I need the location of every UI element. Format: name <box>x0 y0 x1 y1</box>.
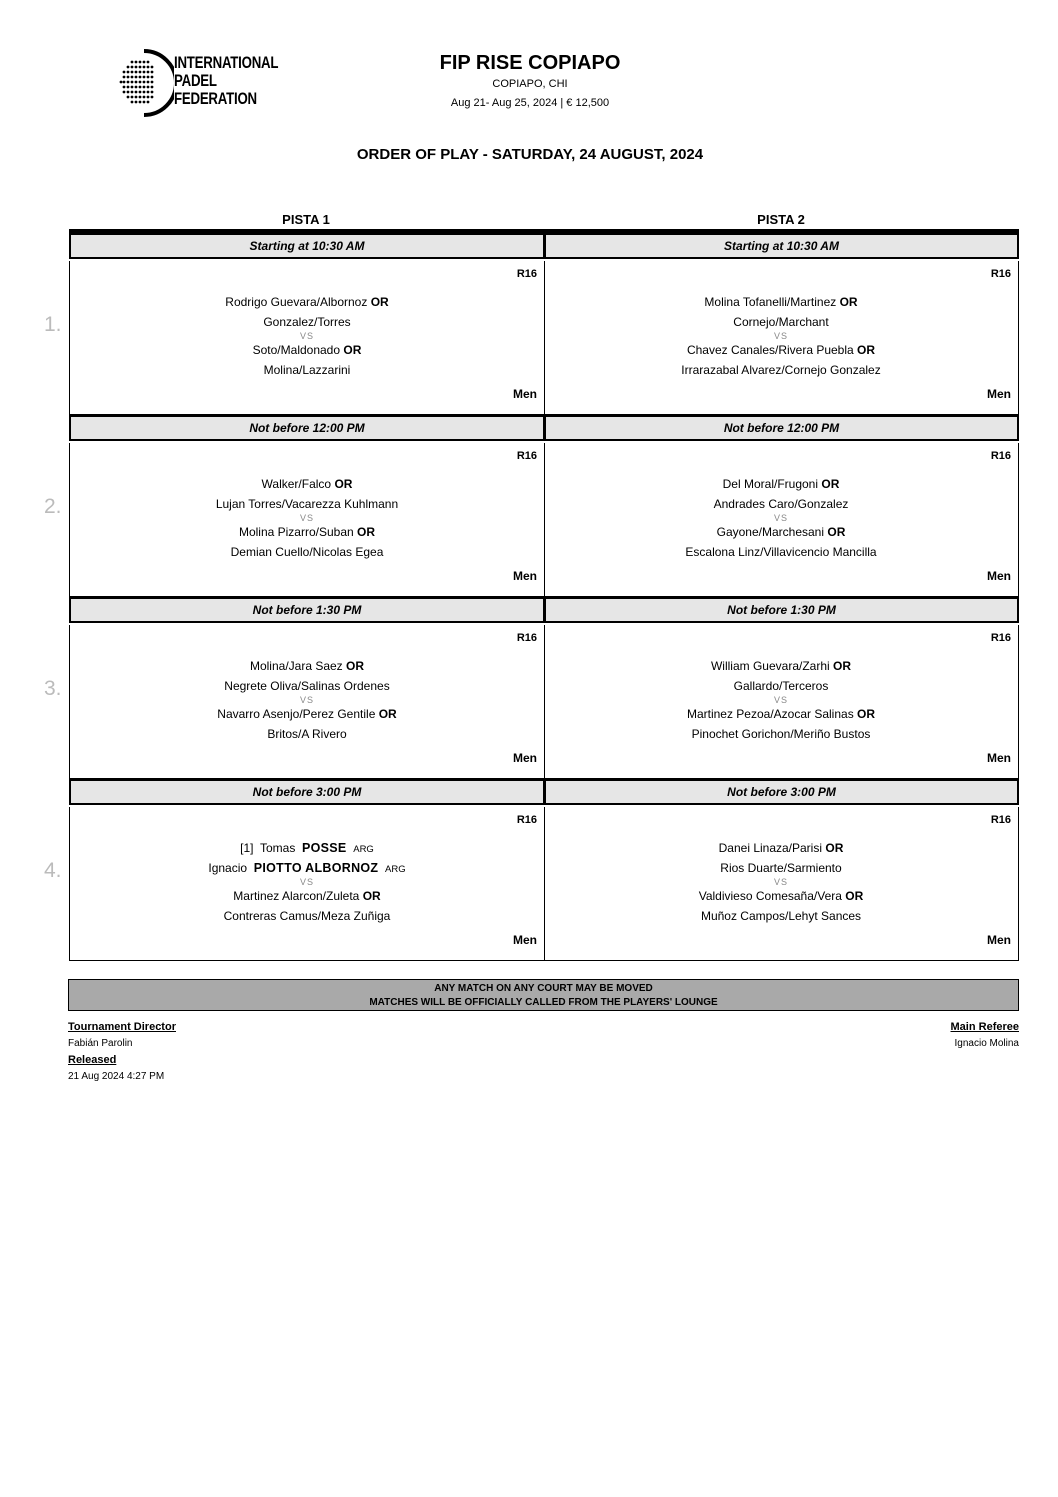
team-line <box>544 312 1018 332</box>
match-round: R16 <box>990 814 1011 826</box>
team-line <box>544 522 1018 542</box>
or-label: OR <box>833 659 852 673</box>
time-slot-band: Starting at 10:30 AM <box>544 233 1019 259</box>
team-line <box>544 474 1018 494</box>
team-line <box>70 906 544 926</box>
tournament-location: COPIAPO, CHI <box>492 78 568 90</box>
or-label: OR <box>827 525 846 539</box>
logo-line-1: INTERNATIONAL <box>174 53 279 72</box>
match-category: Men <box>987 933 1011 947</box>
vs-label: VS <box>773 695 788 705</box>
match-round: R16 <box>516 814 537 826</box>
tournament-dates-prize: Aug 21- Aug 25, 2024 | € 12,500 <box>450 97 610 109</box>
logo-line-2: PADEL <box>174 71 217 90</box>
order-of-play-title: ORDER OF PLAY - SATURDAY, 24 AUGUST, 2024 <box>356 146 704 163</box>
team-line <box>544 704 1018 724</box>
match-card <box>69 443 545 597</box>
player-first-name: Tomas <box>259 841 296 855</box>
team-name: Rios Duarte/Sarmiento <box>720 861 842 875</box>
team-line <box>70 704 544 724</box>
match-card <box>544 807 1019 961</box>
referee-name: Ignacio Molina <box>954 1038 1019 1049</box>
or-label: OR <box>857 343 876 357</box>
team-line <box>544 858 1018 878</box>
team-name: Pinochet Gorichon/Meriño Bustos <box>691 727 871 741</box>
match-category: Men <box>513 751 537 765</box>
slot-number: 3. <box>44 677 62 700</box>
time-slot-band: Starting at 10:30 AM <box>69 233 545 259</box>
match-round: R16 <box>516 268 537 280</box>
team-name: Martinez Pezoa/Azocar Salinas <box>686 707 854 721</box>
or-label: OR <box>334 477 353 491</box>
team-name: Soto/Maldonado <box>252 343 341 357</box>
match-card <box>544 443 1019 597</box>
match-card <box>544 261 1019 415</box>
team-name: Valdivieso Comesaña/Vera <box>698 889 842 903</box>
match-card <box>69 625 545 779</box>
player-line <box>70 838 544 858</box>
match-round: R16 <box>516 632 537 644</box>
team-line <box>70 676 544 696</box>
team-line <box>70 494 544 514</box>
match-category: Men <box>513 569 537 583</box>
logo-line-3: FEDERATION <box>174 89 257 108</box>
team-name: Molina/Jara Saez <box>249 659 343 673</box>
team-line <box>544 360 1018 380</box>
or-label: OR <box>821 477 840 491</box>
team-line <box>544 340 1018 360</box>
team-line <box>70 340 544 360</box>
or-label: OR <box>825 841 844 855</box>
team-name: Gonzalez/Torres <box>263 315 351 329</box>
vs-label: VS <box>299 513 314 523</box>
match-category: Men <box>513 387 537 401</box>
match-category: Men <box>987 751 1011 765</box>
slot-number: 4. <box>44 859 62 882</box>
or-label: OR <box>857 707 876 721</box>
team-name: Del Moral/Frugoni <box>722 477 819 491</box>
vs-label: VS <box>773 877 788 887</box>
or-label: OR <box>845 889 864 903</box>
team-name: Walker/Falco <box>261 477 332 491</box>
team-line <box>544 494 1018 514</box>
team-name: Cornejo/Marchant <box>733 315 829 329</box>
team-line <box>544 886 1018 906</box>
team-name: Martinez Alarcon/Zuleta <box>233 889 360 903</box>
notice-line-2: MATCHES WILL BE OFFICIALLY CALLED FROM THE PLAYERS' LOUNGE <box>369 997 718 1008</box>
vs-label: VS <box>299 877 314 887</box>
team-name: Navarro Asenjo/Perez Gentile <box>217 707 376 721</box>
fip-logo <box>118 48 288 118</box>
team-name: Muñoz Campos/Lehyt Sances <box>700 909 862 923</box>
team-name: Lujan Torres/Vacarezza Kuhlmann <box>215 497 399 511</box>
team-name: Negrete Oliva/Salinas Ordenes <box>224 679 390 693</box>
seed: [1] <box>240 841 254 855</box>
team-name: Gayone/Marchesani <box>716 525 825 539</box>
team-line <box>544 292 1018 312</box>
team-name: Molina Pizarro/Suban <box>238 525 354 539</box>
vs-label: VS <box>773 513 788 523</box>
team-name: Andrades Caro/Gonzalez <box>713 497 849 511</box>
player-first-name: Ignacio <box>208 861 248 875</box>
team-line <box>70 360 544 380</box>
team-line <box>70 542 544 562</box>
slot-number: 1. <box>44 313 62 336</box>
team-name: Irrarazabal Alvarez/Cornejo Gonzalez <box>681 363 881 377</box>
time-slot-band: Not before 12:00 PM <box>544 415 1019 441</box>
player-last-name: POSSE <box>301 841 347 855</box>
court-header-2: PISTA 2 <box>757 212 805 227</box>
match-card <box>544 625 1019 779</box>
time-slot-band: Not before 3:00 PM <box>69 779 545 805</box>
director-name: Fabián Parolin <box>68 1038 133 1049</box>
player-last-name: PIOTTO ALBORNOZ <box>253 861 379 875</box>
team-name: Britos/A Rivero <box>267 727 347 741</box>
match-category: Men <box>987 387 1011 401</box>
team-name: Molina/Lazzarini <box>263 363 351 377</box>
slot-number: 2. <box>44 495 62 518</box>
team-name: William Guevara/Zarhi <box>710 659 830 673</box>
team-name: Molina Tofanelli/Martinez <box>704 295 837 309</box>
director-label: Tournament Director <box>68 1021 176 1033</box>
team-line <box>70 656 544 676</box>
player-nationality: ARG <box>385 864 406 875</box>
tournament-title: FIP RISE COPIAPO <box>439 52 621 74</box>
vs-label: VS <box>299 331 314 341</box>
team-line <box>544 542 1018 562</box>
vs-label: VS <box>299 695 314 705</box>
time-slot-band: Not before 1:30 PM <box>69 597 545 623</box>
court-header-1: PISTA 1 <box>282 212 330 227</box>
match-card <box>69 261 545 415</box>
match-category: Men <box>513 933 537 947</box>
match-round: R16 <box>990 268 1011 280</box>
team-name: Demian Cuello/Nicolas Egea <box>230 545 384 559</box>
time-slot-band: Not before 1:30 PM <box>544 597 1019 623</box>
match-round: R16 <box>516 450 537 462</box>
or-label: OR <box>346 659 365 673</box>
released-value: 21 Aug 2024 4:27 PM <box>68 1071 165 1082</box>
team-line <box>70 522 544 542</box>
released-label: Released <box>68 1054 117 1066</box>
or-label: OR <box>357 525 376 539</box>
time-slot-band: Not before 3:00 PM <box>544 779 1019 805</box>
or-label: OR <box>362 889 381 903</box>
match-round: R16 <box>990 632 1011 644</box>
match-round: R16 <box>990 450 1011 462</box>
match-card <box>69 807 545 961</box>
team-line <box>544 656 1018 676</box>
team-name: Chavez Canales/Rivera Puebla <box>686 343 854 357</box>
team-name: Gallardo/Terceros <box>733 679 829 693</box>
team-name: Contreras Camus/Meza Zuñiga <box>223 909 391 923</box>
team-line <box>70 312 544 332</box>
logo-wordmark <box>174 54 278 108</box>
team-line <box>544 724 1018 744</box>
or-label: OR <box>343 343 362 357</box>
or-label: OR <box>378 707 397 721</box>
team-line <box>70 724 544 744</box>
team-name: Rodrigo Guevara/Albornoz <box>225 295 368 309</box>
team-line <box>544 676 1018 696</box>
team-line <box>70 886 544 906</box>
team-line <box>544 906 1018 926</box>
time-slot-band: Not before 12:00 PM <box>69 415 545 441</box>
player-line <box>70 858 544 878</box>
team-line <box>70 474 544 494</box>
notice-line-1: ANY MATCH ON ANY COURT MAY BE MOVED <box>434 983 653 994</box>
team-line <box>544 838 1018 858</box>
player-nationality: ARG <box>353 844 374 855</box>
notice-banner <box>68 979 1019 1011</box>
team-name: Escalona Linz/Villavicencio Mancilla <box>685 545 877 559</box>
padel-ball-icon <box>118 48 174 118</box>
vs-label: VS <box>773 331 788 341</box>
or-label: OR <box>370 295 389 309</box>
team-name: Danei Linaza/Parisi <box>718 841 823 855</box>
referee-label: Main Referee <box>950 1021 1019 1033</box>
match-category: Men <box>987 569 1011 583</box>
or-label: OR <box>839 295 858 309</box>
team-line <box>70 292 544 312</box>
